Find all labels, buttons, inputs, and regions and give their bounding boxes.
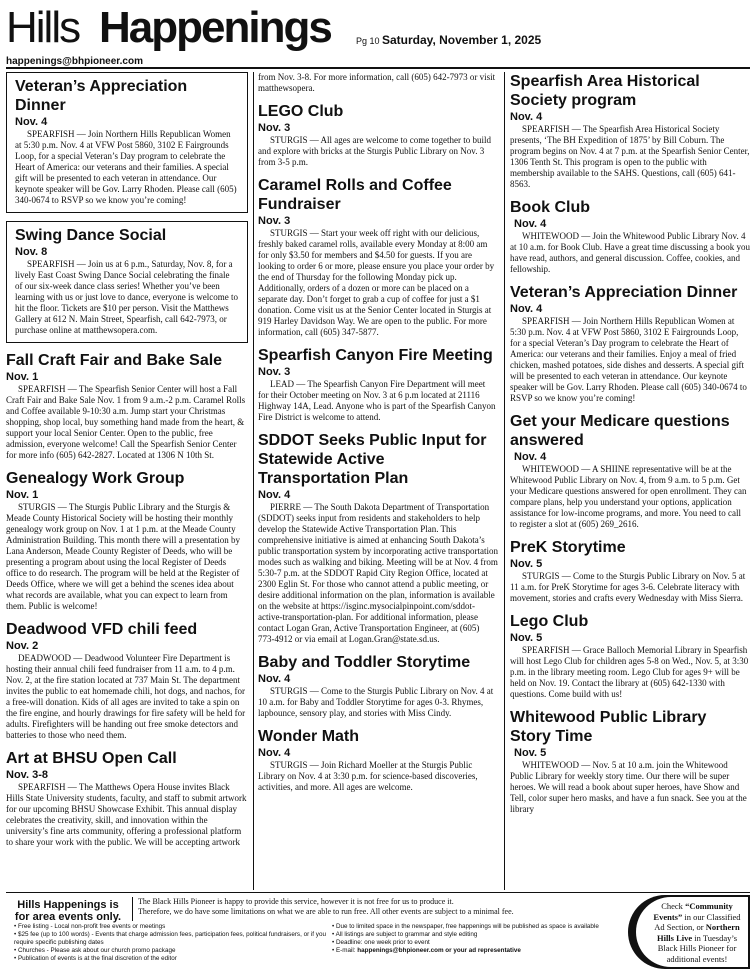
article-chili-feed: [6, 620, 248, 741]
article-wonder-math: [258, 727, 498, 793]
footer-heading-line-1: Hills Happenings is: [17, 899, 119, 911]
article-title: Lego Club: [510, 613, 589, 630]
article-book-club: [510, 198, 750, 275]
article-title: Get your Medicare questions answered: [510, 413, 730, 449]
article-title: Wonder Math: [258, 728, 360, 745]
article-body: WHITEWOOD — Nov. 5 at 10 a.m. join the Whitewood Public Library for weekly story time. Our there will be super heroes. We will read a book about super heroes, have Show and Tell, color super hero masks, and have a fun snack. See you at the library: [510, 760, 747, 814]
article-date: Nov. 5: [510, 632, 543, 644]
article-body: SPEARFISH — Grace Balloch Memorial Library in Spearfish will host Lego Club for children ages 5-8 on Wed., Nov. 5, at 3:30 p.m. in the library meeting room. Lego Club for ages 9+ will be held on Nov. 19. Contact the library at (605) 642-1330 with questions. Come build with us!: [510, 645, 749, 699]
column-1: [6, 72, 248, 890]
article-title: SDDOT Seeks Public Input for Statewide Active Transportation Plan: [258, 432, 487, 487]
article-body: PIERRE — The South Dakota Department of Transportation (SDDOT) seeks input from residents and stakeholders to help develop the Statewide Active Transportation Plan. This comprehensive initiative is aimed at enhancing South Dakota’s public transportation system by incorporating active transportation modes such as walking and biking. Meeting will be at Nov. 4 from 5:30-7 p.m. at the SDDOT Rapid City Region Office, located at 2300 Eglin St. For those who cannot attend a public meeting, or desire additional information on the plan, information is available on the website at https://isginc.mysocialpinpoint.com/sddot-active-transportation-plan. For additional information, please contact Logan Gran, Active Transportation Engineer, at (605) 773-4912 or via email at Logan.Gran@state.sd.us.: [258, 502, 498, 644]
article-body: SPEARFISH — Join us at 6 p.m., Saturday, Nov. 8, for a lively East Coast Swing Dance Social celebrating the finale of our six-week dance class series! Whether you’ve been learning with us or just love to dance, everyone is welcome to hit the floor. Tickets are $10 per person. Visit the Matthews Gallery at 612 N. Main Street, Spearfish, call 642-7973, or purchase online at matthewsopera.com.: [15, 259, 238, 335]
masthead-title-light: Hills: [6, 3, 80, 52]
article-whitewood-storytime: [510, 708, 750, 815]
article-title: Book Club: [510, 199, 590, 216]
article-baby-storytime: [258, 653, 498, 719]
contact-email[interactable]: happenings@bhpioneer.com: [6, 56, 143, 67]
footer-rules-left: [14, 923, 326, 963]
footer-heading-line-2: for area events only.: [14, 911, 122, 923]
article-title: LEGO Club: [258, 103, 344, 120]
article-date: Nov. 4: [258, 747, 291, 759]
article-date: Nov. 3: [258, 215, 291, 227]
footer-divider: [132, 897, 133, 921]
footer-rule: [6, 892, 750, 893]
article-body: WHITEWOOD — A SHIINE representative will be at the Whitewood Public Library on Nov. 4, from 9 a.m. to 5 p.m. Get your Medicare questions answered for open enrollment. They can compare plans, help you understand your options, application assistance for low-income programs, and more. You need to call to register a slot at (605) 269_2616.: [510, 464, 747, 529]
article-body: STURGIS — Come to the Sturgis Public Library on Nov. 5 at 11 a.m. for PreK Storytime for ages 3-6. Celebrate literacy with movement, stories and crafts every Wednesday with Miss Sierra.: [510, 571, 746, 603]
article-prek-storytime: [510, 538, 750, 604]
article-body: SPEARFISH — The Spearfish Senior Center will host a Fall Craft Fair and Bake Sale Nov. 1 from 9 a.m.-2 p.m. Caramel Rolls and Coffee available 9-10:30 a.m. Jump start your Christmas shopping, shop local, buy something hand made from the heart, & support your local Senior Center. Open to the public, free admission, everyone welcome! Call the Spearfish Senior Center for more info (605) 642-2827. Located at 1306 N 10th St.: [6, 384, 246, 460]
article-bhsu-continued: [258, 72, 498, 94]
article-date: Nov. 4: [510, 303, 543, 315]
article-date: Nov. 8: [15, 246, 48, 258]
footer-rule-item: • Publication of events is at the final discretion of the editor: [14, 955, 177, 962]
article-body: STURGIS — All ages are welcome to come together to build and explore with bricks at the Sturgis Public Library on Nov. 3 from 3-5 p.m.: [258, 135, 491, 167]
article-date: Nov. 4: [258, 489, 291, 501]
article-lego-club: [258, 102, 498, 168]
masthead-title-bold: Happenings: [99, 3, 331, 52]
article-date: Nov. 4: [514, 451, 547, 463]
footer-rule-item: • Due to limited space in the newspaper, free happenings will be published as space is available: [332, 923, 599, 930]
footer-intro-line-1: The Black Hills Pioneer is happy to provide this service, however it is not free for us to produce it.: [138, 897, 454, 906]
article-title: Swing Dance Social: [15, 227, 167, 244]
article-historical-society: [510, 72, 750, 190]
article-title: Veteran’s Appreciation Dinner: [15, 78, 188, 114]
callout-check: Check: [661, 901, 686, 911]
article-body: WHITEWOOD — Join the Whitewood Public Library Nov. 4 at 10 a.m. for Book Club. Have a great time discussing a book you have read, authors, and general discussion. Coffee, cookies, and fellowship.: [510, 231, 750, 274]
masthead: [6, 4, 750, 54]
article-body: LEAD — The Spearfish Canyon Fire Department will meet for their October meeting on Nov. 3 at 6 p.m located at 21116 Highway 14A, Lead. Anyone who is part of the Spearfish Canyon Fire District is welcome to attend.: [258, 379, 496, 422]
article-date: Nov. 5: [514, 747, 547, 759]
article-title: Caramel Rolls and Coffee Fundraiser: [258, 177, 452, 213]
footer-rule-item: • Free listing - Local non-profit free events or meetings: [14, 923, 166, 930]
callout-community-events: “Community Events”: [653, 901, 733, 922]
article-title: Whitewood Public Library Story Time: [510, 709, 707, 745]
article-title: Genealogy Work Group: [6, 470, 185, 487]
footer-callout: [628, 895, 750, 969]
article-body: STURGIS — The Sturgis Public Library and the Sturgis & Meade County Historical Society will be hosting their monthly genealogy work group on Nov. 1 at 1 p.m. at the Meade County Administration Building. This month there will a presentation by Lana Anderson, Meade County Register of Deeds, who will be presenting a program about using the local Register of Deeds office to do research. The program will be held at the Register of Deeds Office, where we will get a behind the scenes idea about what records are available, what you can expect to learn from them. Public is welcome!: [6, 502, 241, 611]
article-title: Art at BHSU Open Call: [6, 750, 177, 767]
article-body: from Nov. 3-8. For more information, call (605) 642-7973 or visit matthewsopera.: [258, 72, 496, 93]
footer-rule-item: • Churches - Please ask about our church promo package: [14, 947, 176, 954]
article-title: Veteran’s Appreciation Dinner: [510, 284, 738, 301]
article-lego-club-spearfish: [510, 612, 750, 700]
article-title: Spearfish Canyon Fire Meeting: [258, 347, 493, 364]
article-genealogy: [6, 469, 248, 612]
article-bhsu-open-call: [6, 749, 248, 848]
footer-rule-item: • All listings are subject to grammar and style editing: [332, 931, 478, 938]
article-title: PreK Storytime: [510, 539, 626, 556]
article-date: Nov. 4: [258, 673, 291, 685]
article-veterans-dinner: [510, 283, 750, 404]
article-title: Fall Craft Fair and Bake Sale: [6, 352, 223, 369]
article-date: Nov. 1: [6, 371, 39, 383]
article-date: Nov. 3: [258, 366, 291, 378]
article-title: Deadwood VFD chili feed: [6, 621, 198, 638]
article-canyon-fire: [258, 346, 498, 423]
footer-callout-text: [636, 897, 748, 967]
footer-rule-item: • $25 fee (up to 100 words) - Events that charge admission fees, participation fees, political fundraisers, or if you require specific publishing dates: [14, 931, 326, 946]
page-number: Pg 10: [356, 36, 380, 46]
footer-rules-right: [332, 923, 628, 955]
article-body: STURGIS — Join Richard Moeller at the Sturgis Public Library on Nov. 4 at 3:30 p.m. for science-based discoveries, activities, and more. All ages are welcome.: [258, 760, 478, 792]
footer-email-prefix: • E-mail:: [332, 947, 358, 954]
callout-northern-hills-live: Northern Hills Live: [656, 922, 740, 943]
article-title: Spearfish Area Historical Society program: [510, 73, 700, 109]
footer-email-item: [332, 947, 628, 955]
column-divider: [504, 72, 505, 890]
masthead-rule: [6, 67, 750, 69]
article-caramel-rolls: [258, 176, 498, 338]
article-body: STURGIS — Come to the Sturgis Public Library on Nov. 4 at 10 a.m. for Baby and Toddler Storytime for ages 0-3. Rhymes, lapbounce, sensory play, and stories with Miss Cindy.: [258, 686, 494, 718]
article-date: Nov. 2: [6, 640, 39, 652]
footer-intro-line-2: Therefore, we do have some limitations on what we are able to run free. All other events are subject to a minimal fee.: [138, 907, 514, 916]
footer-rule-item: • Deadline: one week prior to event: [332, 939, 430, 946]
article-body: STURGIS — Start your week off right with our delicious, freshly baked caramel rolls, available every Monday at 8:00 am for only $3.50 for members and $4.50 for guests. If you are looking to order 6 or more, please ensure you place your order by the end of Thursday for the following Monday pick up. Additionally, orders of a dozen or more can be placed on a separate day. Don’t forget to grab a cup of coffee for just a $1 donation. Come visit us at the Senior Center located in Sturgis at 919 Harley Davidson Way. We are open to the public. For more information, call (605) 347-5877.: [258, 228, 495, 337]
column-3: [510, 72, 750, 890]
footer-intro: [138, 897, 628, 917]
article-body: SPEARFISH — Join Northern Hills Republican Women at 5:30 p.m. Nov. 4 at VFW Post 5860, 3102 E Fairgrounds Loop, for a special Veteran’s Day program to celebrate the Heart of America: our veterans and their families. A special gift will be presented to each veteran in attendance. Our keynote speaker will be Gov. Larry Rhoden. Please call (605) 340-0674 to RSVP so we know you’re coming!: [15, 129, 237, 205]
article-veterans-dinner-boxed: [6, 72, 248, 213]
column-divider: [253, 72, 254, 890]
article-date: Nov. 3-8: [6, 769, 48, 781]
article-swing-dance: [6, 221, 248, 343]
callout-rest: in Tuesday’s Black Hills Pioneer for additional events!: [657, 932, 738, 964]
article-body: SPEARFISH — The Matthews Opera House invites Black Hills State University students, faculty, and staff to submit artwork for our upcoming BHSU Showcase Exhibit. This annual display celebrates the creativity, skill, and innovation within the university’s fine arts community, offering a professional platform to share your work with the public. We will be accepting artwork: [6, 782, 247, 847]
article-sddot: [258, 431, 498, 645]
column-2: [258, 72, 498, 890]
article-date: Nov. 4: [510, 111, 543, 123]
article-date: Nov. 5: [510, 558, 543, 570]
article-body: DEADWOOD — Deadwood Volunteer Fire Department is hosting their annual chili feed fundraiser from 11 a.m. to 4 p.m. Nov. 2, at the fire station located at 737 Main St. The department invites the public to eat homemade chili, hot dogs, and nachos, for a free-will donation. Kids of all ages are invited to take a spin on the fire engine, and hourly drawings for fire safety will be held for adults. Firefighters will be handing out free smoke detectors and batteries to those who need them.: [6, 653, 246, 740]
article-medicare: [510, 412, 750, 530]
issue-date: Saturday, November 1, 2025: [382, 33, 542, 47]
article-body: SPEARFISH — Join Northern Hills Republican Women at 5:30 p.m. Nov. 4 at VFW Post 5860, 3102 E Fairgrounds Loop, for a special Veteran’s Day program to celebrate the Heart of America: our veterans and their families. Enjoy a meal of fried chicken, mashed potatoes, side dishes and desserts. A special gift will be presented to each veteran in attendance. Our keynote speaker will be Gov. Larry Rhoden. Please call (605) 340-0674 to RSVP so we know you’re coming!: [510, 316, 747, 403]
article-date: Nov. 4: [514, 218, 547, 230]
article-body: SPEARFISH — The Spearfish Area Historical Society presents, ‘The BH Expedition of 1875’ by Bill Coburn. The program begins on Nov. 4 at 7 p.m. at the Spearfish Senior Center, 1306 Tenth St. This program is open to the public with membership available to the SAHS. Questions, call (605) 641-8563.: [510, 124, 750, 189]
footer-info-box: [6, 895, 750, 969]
article-date: Nov. 1: [6, 489, 39, 501]
article-date: Nov. 4: [15, 116, 48, 128]
article-title: Baby and Toddler Storytime: [258, 654, 471, 671]
footer-email-link[interactable]: happenings@bhpioneer.com or your ad representative: [357, 947, 521, 954]
callout-classified: in our Classified Ad Section, or: [654, 911, 741, 932]
article-date: Nov. 3: [258, 122, 291, 134]
article-craft-fair: [6, 351, 248, 461]
